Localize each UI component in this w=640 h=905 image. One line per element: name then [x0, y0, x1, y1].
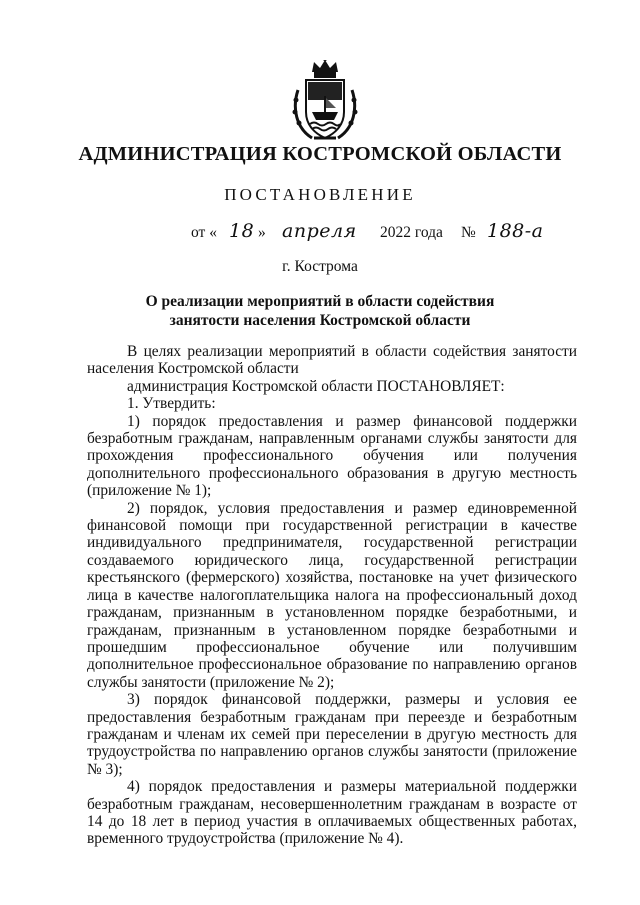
title-line-2: занятости населения Костромской области	[169, 312, 471, 329]
item-3: 3) порядок финансовой поддержки, размеры и условия ее предоставления безработным гражданам при переезде и безработным гражданам и членам их семей при переселении в другую местность для трудоустройства по направлению органов службы занятости (приложение № 3);	[87, 691, 577, 778]
document-type: ПОСТАНОВЛЕНИЕ	[224, 185, 416, 204]
title-line-1: О реализации мероприятий в области содействия	[145, 293, 495, 310]
document-title	[0, 292, 640, 330]
coat-of-arms-icon	[290, 60, 360, 142]
date-day: 18	[229, 220, 255, 242]
item-2: 2) порядок, условия предоставления и размер единовременной финансовой помощи при государственной регистрации в качестве индивидуального предпринимателя, государственной регистрации создаваемого юридического лица, государственной регистрации крестьянского (фермерского) хозяйства, постановке на учет физического лица в качестве налогоплательщика налога на профессиональный доход гражданам, признанным в установленном порядке безработными, и гражданам, признанным в установленном порядке безработными и прошедшим профессиональное обучение или получившим дополнительное профессиональное образование по направлению органов службы занятости (приложение № 2);	[87, 499, 577, 691]
approve-paragraph: 1. Утвердить:	[127, 395, 216, 413]
document-number: 188-а	[487, 220, 544, 242]
item-1: 1) порядок предоставления и размер финансовой поддержки безработным гражданам, направленным органами службы занятости для прохождения профессионального обучения или получения дополнительного профессионального образования в другую местность (приложение № 1);	[87, 412, 577, 500]
date-year: 2022 года	[380, 224, 443, 241]
number-sign: №	[461, 224, 476, 241]
date-month: апреля	[282, 220, 357, 242]
intro-paragraph: В целях реализации мероприятий в области содействия занятости населения Костромской области	[87, 343, 577, 378]
document-body	[87, 343, 577, 848]
item-4: 4) порядок предоставления и размеры материальной поддержки безработным гражданам, несовершеннолетним гражданам в возрасте от 14 до 18 лет в период участия в оплачиваемых общественных работах, временного трудоустройства (приложение № 4).	[87, 778, 577, 848]
date-prefix: от «	[191, 224, 217, 241]
resolution-paragraph: администрация Костромской области ПОСТАНОВЛЯЕТ:	[127, 377, 505, 395]
date-line	[0, 220, 640, 252]
organization-name: АДМИНИСТРАЦИЯ КОСТРОМСКОЙ ОБЛАСТИ	[78, 143, 562, 165]
city: г. Кострома	[282, 258, 358, 275]
date-day-close: »	[258, 224, 266, 241]
